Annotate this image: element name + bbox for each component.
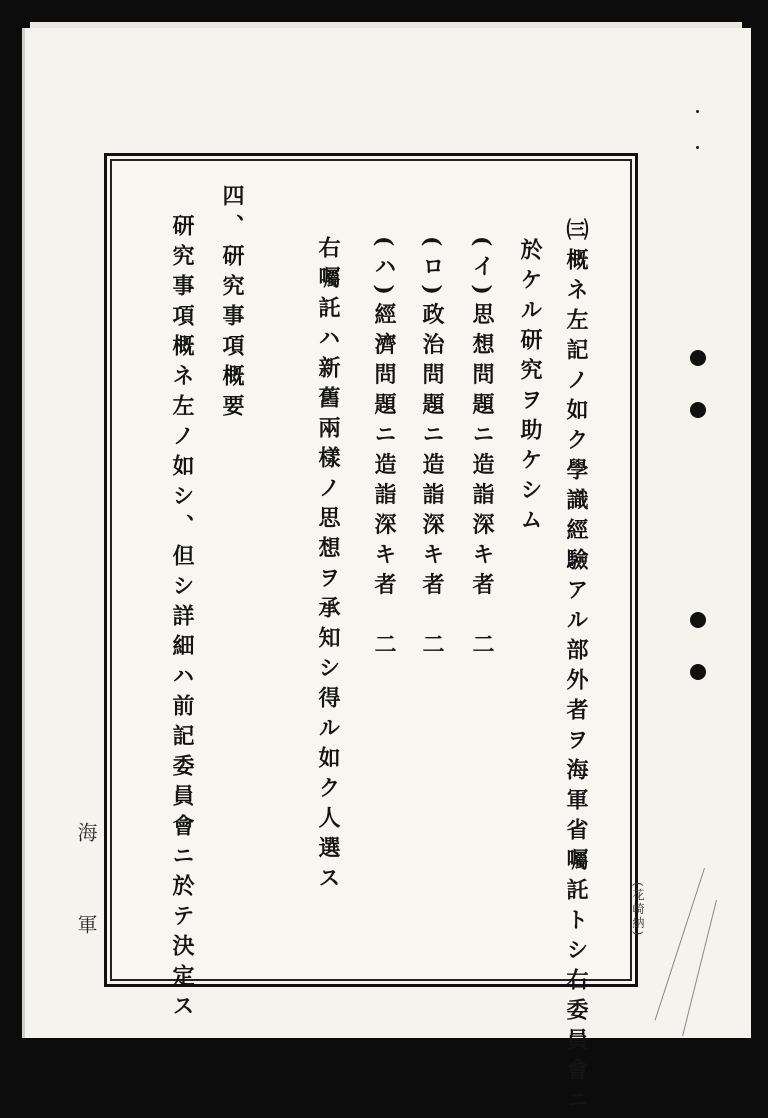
text-column-5: (ハ)經濟問題ニ造詣深キ者 二 <box>371 236 397 663</box>
binding-hole <box>690 350 706 366</box>
text-column-6: 右囑託ハ新舊兩樣ノ思想ヲ承知シ得ル如ク人選ス <box>315 236 341 896</box>
ink-speck <box>696 146 699 149</box>
binding-hole <box>690 612 706 628</box>
margin-label-bottom: 軍 <box>74 914 98 934</box>
text-column-4: (ロ)政治問題ニ造詣深キ者 二 <box>419 236 445 663</box>
section-heading: 四、研究事項概要 <box>219 184 245 424</box>
text-column-8: 研究事項概ネ左ノ如シ、但シ詳細ハ前記委員會ニ於テ決定ス <box>169 214 195 1024</box>
seal-stamp: (花崎納) <box>631 882 645 938</box>
text-frame <box>104 153 638 1118</box>
text-column-2: 於ケル研究ヲ助ケシム <box>517 238 543 538</box>
text-column-1: ㈢概ネ左記ノ如ク學識經驗アル部外者ヲ海軍省囑託トシ右委員會ニ <box>563 218 589 1118</box>
binding-hole <box>690 664 706 680</box>
margin-label-top: 海 <box>74 822 98 842</box>
text-column-3: (イ)思想問題ニ造詣深キ者 二 <box>469 236 495 663</box>
binding-hole <box>690 402 706 418</box>
ink-speck <box>696 110 699 113</box>
